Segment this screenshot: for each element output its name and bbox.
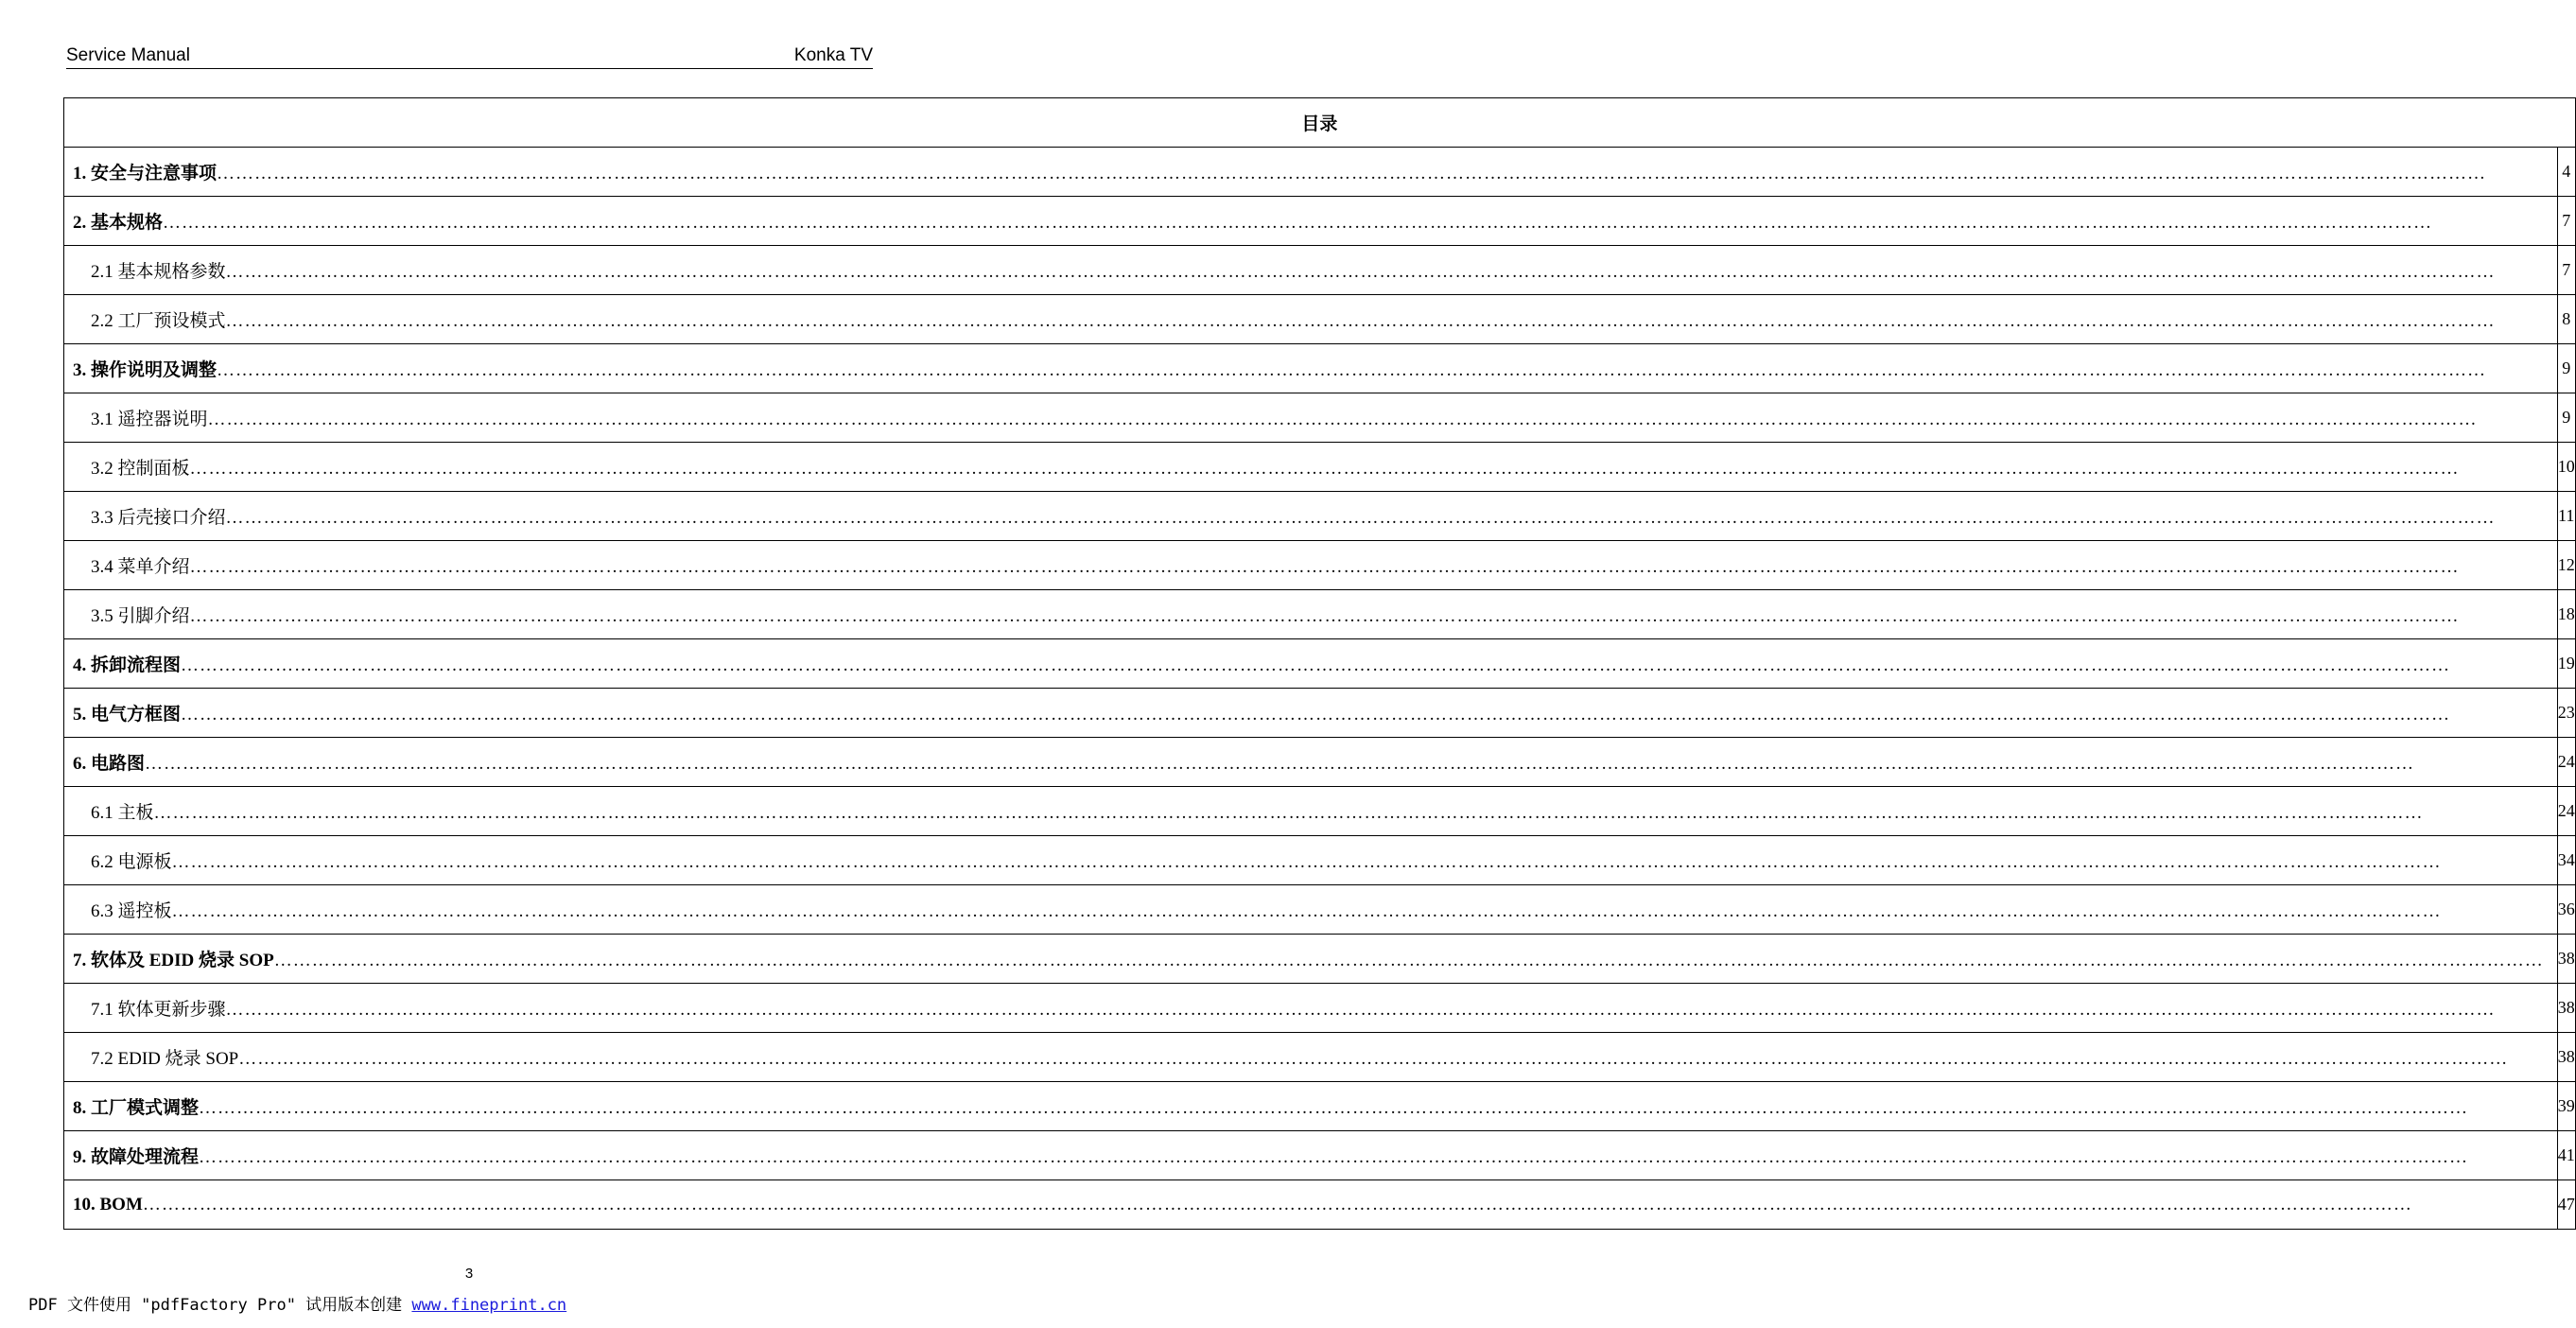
- toc-row: [64, 197, 2576, 246]
- toc-entry: [64, 443, 2558, 492]
- toc-row: [64, 492, 2576, 541]
- toc-entry-label: 6.2 电源板: [91, 852, 172, 872]
- toc-entry-line: [64, 1143, 2557, 1168]
- toc-title-row: [64, 98, 2576, 148]
- footer-text: PDF 文件使用 "pdfFactory Pro" 试用版本创建: [28, 1296, 412, 1315]
- toc-entry: [64, 246, 2558, 295]
- toc-page-number: 11: [2557, 492, 2575, 541]
- toc-page-number: 38: [2557, 984, 2575, 1033]
- toc-row: [64, 246, 2576, 295]
- toc-dot-leader: ………………………………………………………………………………………………………………………………………………………………………………………………………………………………………………………………………………………………………………………………: [163, 213, 2433, 233]
- toc-entry-line: [64, 749, 2557, 775]
- toc-entry: [64, 492, 2558, 541]
- toc-entry-label: 3.3 后壳接口介绍: [91, 508, 226, 528]
- toc-dot-leader: ………………………………………………………………………………………………………………………………………………………………………………………………………………………………………………………………………………………………………………………………: [273, 951, 2544, 970]
- toc-entry: [64, 295, 2558, 344]
- toc-entry: [64, 1131, 2558, 1180]
- toc-row: [64, 885, 2576, 935]
- toc-row: [64, 148, 2576, 197]
- toc-entry-line: [64, 503, 2557, 529]
- toc-dot-leader: ………………………………………………………………………………………………………………………………………………………………………………………………………………………………………………………………………………………………………………………………: [145, 754, 2415, 774]
- toc-entry: [64, 935, 2558, 984]
- toc-entry: [64, 344, 2558, 393]
- toc-entry-line: [64, 306, 2557, 332]
- toc-page-number: 39: [2557, 1082, 2575, 1131]
- toc-page-number: 12: [2557, 541, 2575, 590]
- pdf-footer: [28, 1291, 566, 1315]
- toc-row: [64, 541, 2576, 590]
- toc-page-number: 18: [2557, 590, 2575, 639]
- toc-entry-line: [64, 995, 2557, 1021]
- toc-entry: [64, 197, 2558, 246]
- toc-page-number: 7: [2557, 197, 2575, 246]
- toc-page-number: 24: [2557, 787, 2575, 836]
- toc-entry-line: [64, 552, 2557, 578]
- toc-row: [64, 984, 2576, 1033]
- toc-entry-line: [64, 798, 2557, 824]
- toc-page-number: 10: [2557, 443, 2575, 492]
- toc-row: [64, 689, 2576, 738]
- toc-page-number: 34: [2557, 836, 2575, 885]
- toc-page-number: 24: [2557, 738, 2575, 787]
- toc-row: [64, 639, 2576, 689]
- toc-row: [64, 295, 2576, 344]
- toc-entry-line: [64, 700, 2557, 725]
- page-number: 3: [464, 1266, 474, 1282]
- toc-dot-leader: ………………………………………………………………………………………………………………………………………………………………………………………………………………………………………………………………………………………………………………………………: [217, 164, 2487, 183]
- toc-entry-label: 4. 拆卸流程图: [73, 655, 182, 675]
- toc-row: [64, 1082, 2576, 1131]
- toc-dot-leader: ………………………………………………………………………………………………………………………………………………………………………………………………………………………………………………………………………………………………………………………………: [238, 1049, 2509, 1069]
- toc-entry-label: 1. 安全与注意事项: [73, 164, 218, 183]
- toc-entry-line: [64, 1195, 2557, 1215]
- toc-page-number: 36: [2557, 885, 2575, 935]
- toc-entry: [64, 1033, 2558, 1082]
- toc-page-number: 4: [2557, 148, 2575, 197]
- toc-entry: [64, 738, 2558, 787]
- toc-entry: [64, 689, 2558, 738]
- toc-entry-label: 2. 基本规格: [73, 213, 164, 233]
- toc-row: [64, 590, 2576, 639]
- toc-dot-leader: ………………………………………………………………………………………………………………………………………………………………………………………………………………………………………………………………………………………………………………………………: [171, 852, 2442, 872]
- toc-row: [64, 1033, 2576, 1082]
- toc-dot-leader: ………………………………………………………………………………………………………………………………………………………………………………………………………………………………………………………………………………………………………………………………: [225, 508, 2496, 528]
- toc-entry: [64, 590, 2558, 639]
- toc-page-number: 41: [2557, 1131, 2575, 1180]
- toc-dot-leader: ………………………………………………………………………………………………………………………………………………………………………………………………………………………………………………………………………………………………………………………………: [225, 1000, 2496, 1020]
- table-of-contents: [63, 97, 2576, 1230]
- toc-row: [64, 393, 2576, 443]
- toc-row: [64, 443, 2576, 492]
- footer-link[interactable]: www.fineprint.cn: [411, 1296, 567, 1315]
- toc-dot-leader: ………………………………………………………………………………………………………………………………………………………………………………………………………………………………………………………………………………………………………………………………: [199, 1147, 2469, 1167]
- toc-entry: [64, 836, 2558, 885]
- toc-entry: [64, 787, 2558, 836]
- toc-dot-leader: ………………………………………………………………………………………………………………………………………………………………………………………………………………………………………………………………………………………………………………………………: [217, 360, 2487, 380]
- toc-row: [64, 935, 2576, 984]
- toc-entry-label: 7. 软体及 EDID 烧录 SOP: [73, 951, 274, 970]
- toc-entry: [64, 541, 2558, 590]
- toc-page-number: 23: [2557, 689, 2575, 738]
- toc-entry-label: 6.3 遥控板: [91, 901, 172, 921]
- toc-dot-leader: ………………………………………………………………………………………………………………………………………………………………………………………………………………………………………………………………………………………………………………………………: [225, 311, 2496, 331]
- header-title: Service Manual: [66, 45, 190, 65]
- toc-entry-line: [64, 897, 2557, 922]
- toc-entry-label: 3.1 遥控器说明: [91, 410, 208, 429]
- toc-entry-label: 7.2 EDID 烧录 SOP: [91, 1049, 239, 1069]
- toc-entry-label: 6.1 主板: [91, 803, 154, 823]
- toc-entry-line: [64, 1044, 2557, 1070]
- toc-page-number: 47: [2557, 1180, 2575, 1230]
- toc-dot-leader: ………………………………………………………………………………………………………………………………………………………………………………………………………………………………………………………………………………………………………………………………: [142, 1194, 2412, 1214]
- toc-dot-leader: ………………………………………………………………………………………………………………………………………………………………………………………………………………………………………………………………………………………………………………………………: [225, 262, 2496, 282]
- toc-dot-leader: ………………………………………………………………………………………………………………………………………………………………………………………………………………………………………………………………………………………………………………………………: [189, 459, 2460, 479]
- toc-page-number: 9: [2557, 393, 2575, 443]
- toc-row: [64, 1180, 2576, 1230]
- toc-entry-label: 9. 故障处理流程: [73, 1147, 200, 1167]
- toc-row: [64, 344, 2576, 393]
- toc-dot-leader: ………………………………………………………………………………………………………………………………………………………………………………………………………………………………………………………………………………………………………………………………: [189, 606, 2460, 626]
- toc-row: [64, 787, 2576, 836]
- toc-entry-line: [64, 602, 2557, 627]
- toc-entry-label: 2.2 工厂预设模式: [91, 311, 226, 331]
- toc-entry: [64, 148, 2558, 197]
- toc-entry-label: 5. 电气方框图: [73, 705, 182, 725]
- toc-entry-line: [64, 946, 2557, 971]
- toc-dot-leader: ………………………………………………………………………………………………………………………………………………………………………………………………………………………………………………………………………………………………………………………………: [181, 655, 2451, 675]
- toc-entry-label: 3.2 控制面板: [91, 459, 190, 479]
- toc-page-number: 7: [2557, 246, 2575, 295]
- toc-entry-label: 7.1 软体更新步骤: [91, 1000, 226, 1020]
- toc-entry-line: [64, 651, 2557, 676]
- toc-entry-label: 3.5 引脚介绍: [91, 606, 190, 626]
- toc-entry: [64, 639, 2558, 689]
- toc-entry: [64, 1082, 2558, 1131]
- toc-entry: [64, 1180, 2558, 1230]
- toc-page-number: 19: [2557, 639, 2575, 689]
- toc-row: [64, 836, 2576, 885]
- toc-entry-line: [64, 257, 2557, 283]
- toc-entry-line: [64, 454, 2557, 480]
- toc-entry-line: [64, 847, 2557, 873]
- toc-entry: [64, 885, 2558, 935]
- toc-entry-line: [64, 1093, 2557, 1119]
- toc-entry-label: 3. 操作说明及调整: [73, 360, 218, 380]
- page-header: [66, 45, 873, 69]
- toc-row: [64, 738, 2576, 787]
- toc-dot-leader: ………………………………………………………………………………………………………………………………………………………………………………………………………………………………………………………………………………………………………………………………: [171, 901, 2442, 921]
- toc-entry-line: [64, 356, 2557, 381]
- toc-dot-leader: ………………………………………………………………………………………………………………………………………………………………………………………………………………………………………………………………………………………………………………………………: [189, 557, 2460, 577]
- toc-page-number: 8: [2557, 295, 2575, 344]
- toc-entry-line: [64, 405, 2557, 430]
- toc-page-number: 38: [2557, 935, 2575, 984]
- toc-entry-line: [64, 208, 2557, 234]
- toc-dot-leader: ………………………………………………………………………………………………………………………………………………………………………………………………………………………………………………………………………………………………………………………………: [181, 705, 2451, 725]
- toc-title: 目录: [64, 98, 2576, 148]
- toc-dot-leader: ………………………………………………………………………………………………………………………………………………………………………………………………………………………………………………………………………………………………………………………………: [153, 803, 2424, 823]
- toc-entry: [64, 393, 2558, 443]
- toc-entry-label: 2.1 基本规格参数: [91, 262, 226, 282]
- header-brand: Konka TV: [793, 45, 873, 65]
- toc-page-number: 9: [2557, 344, 2575, 393]
- toc-page-number: 38: [2557, 1033, 2575, 1082]
- toc-dot-leader: ………………………………………………………………………………………………………………………………………………………………………………………………………………………………………………………………………………………………………………………………: [199, 1098, 2469, 1118]
- toc-entry-line: [64, 159, 2557, 184]
- toc-entry-label: 6. 电路图: [73, 754, 146, 774]
- toc-entry: [64, 984, 2558, 1033]
- toc-row: [64, 1131, 2576, 1180]
- toc-entry-label: 8. 工厂模式调整: [73, 1098, 200, 1118]
- toc-entry-label: 3.4 菜单介绍: [91, 557, 190, 577]
- toc-dot-leader: ………………………………………………………………………………………………………………………………………………………………………………………………………………………………………………………………………………………………………………………………: [207, 410, 2478, 429]
- toc-entry-label: 10. BOM: [73, 1194, 143, 1214]
